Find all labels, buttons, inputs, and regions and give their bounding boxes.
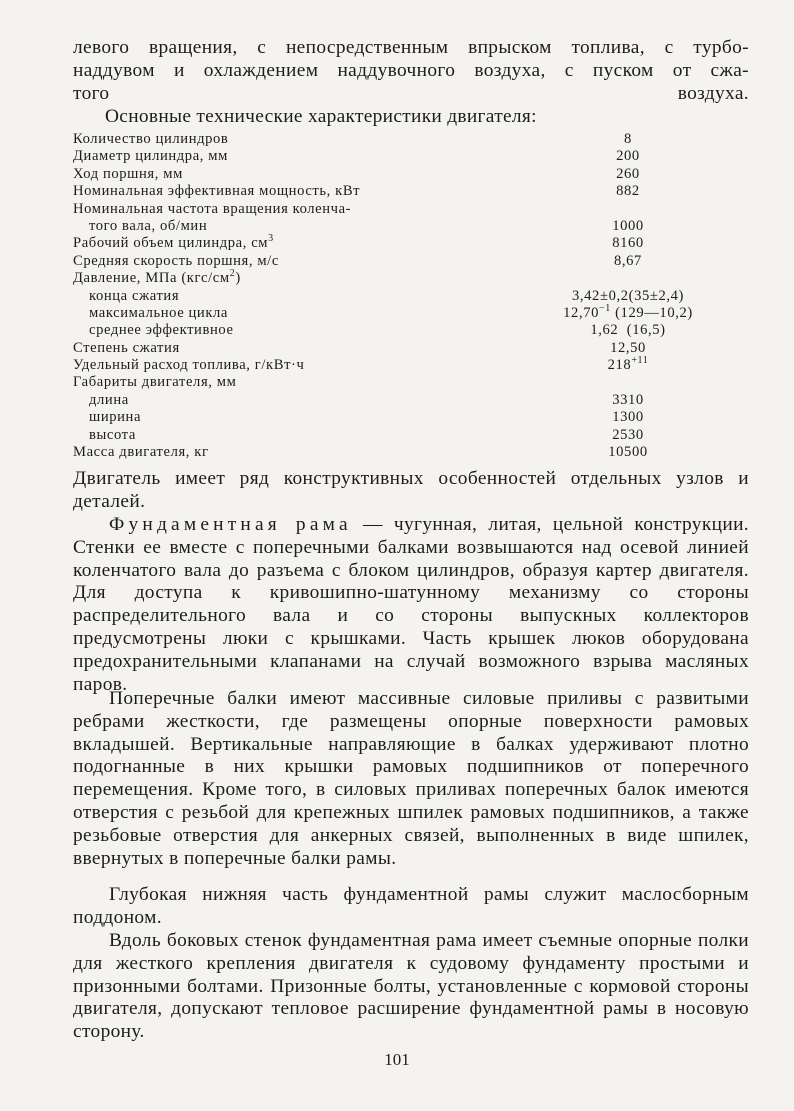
spec-label: среднее эффективное bbox=[89, 322, 234, 339]
spec-row bbox=[73, 148, 723, 165]
spec-value: 882 bbox=[616, 183, 640, 200]
spec-label: Номинальная эффективная мощность, кВт bbox=[73, 183, 361, 200]
spec-row bbox=[73, 288, 723, 305]
spec-label: конца сжатия bbox=[89, 287, 180, 304]
spec-row bbox=[73, 131, 723, 148]
spec-row bbox=[73, 322, 723, 339]
spec-row bbox=[73, 444, 723, 461]
intro-paragraph: левого вращения, с непосредственным впрыском топлива, с турбо- наддувом и охлаждением наддувочного воздуха, с пуском от сжа- того воздуха. bbox=[73, 37, 749, 104]
paragraph-5: Вдоль боковых стенок фундаментная рама имеет съемные опорные полки для жесткого крепления двигателя к судовому фундаменту простыми и призонными болтами. Призонные болты, установленные с кормовой стороны двигателя, допускают тепловое расширение фундаментной рамы в носовую сторону. bbox=[73, 930, 749, 1043]
paragraph-1: Двигатель имеет ряд конструктивных особенностей отдельных узлов и деталей. bbox=[73, 468, 749, 512]
spec-label: Ход поршня, мм bbox=[73, 165, 183, 182]
spec-value: 260 bbox=[616, 165, 640, 182]
spec-row bbox=[73, 183, 723, 200]
spec-value: 12,50 bbox=[610, 339, 646, 356]
spec-value: 8 bbox=[624, 131, 632, 147]
spec-label bbox=[73, 235, 274, 252]
spec-label-text: Давление, МПа (кгс/см bbox=[73, 270, 230, 287]
spec-value: 200 bbox=[616, 148, 640, 165]
spec-label: Диаметр цилиндра, мм bbox=[73, 148, 228, 165]
spec-label: Номинальная частота вращения коленча- bbox=[73, 200, 352, 217]
spec-label: Масса двигателя, кг bbox=[73, 444, 209, 461]
spec-value bbox=[513, 305, 743, 322]
superscript: 2 bbox=[229, 268, 236, 280]
spec-row bbox=[73, 305, 723, 322]
spec-label: максимальное цикла bbox=[89, 304, 228, 321]
spec-value: 1300 bbox=[612, 409, 644, 426]
spec-row bbox=[73, 392, 723, 409]
spec-row bbox=[73, 340, 723, 357]
specs-heading: Основные технические характеристики двигателя: bbox=[105, 106, 537, 127]
paragraph-4: Глубокая нижняя часть фундаментной рамы служит маслосборным поддоном. bbox=[73, 884, 749, 928]
paragraph-3: Поперечные балки имеют массивные силовые приливы с развитыми ребрами жесткости, где размещены опорные поверхности рамовых вкладышей. Вертикальные направляющие в балках удерживают плотно подогнанные в них крышки рамовых подшипников от поперечного перемещения. Кроме того, в силовых приливах поперечных балок имеются отверстия с резьбой для крепежных шпилек рамовых подшипников, а также резьбовые отверстия для анкерных связей, выполненных в виде шпилек, ввернутых в поперечные балки рамы. bbox=[73, 688, 749, 869]
spec-row bbox=[73, 201, 723, 218]
superscript: +11 bbox=[631, 355, 649, 367]
superscript: −1 bbox=[599, 303, 611, 315]
spec-row bbox=[73, 427, 723, 444]
spec-value: 3,42±0,2(35±2,4) bbox=[572, 287, 684, 304]
spec-value-text: 218 bbox=[607, 357, 632, 374]
spec-label: высота bbox=[89, 426, 136, 443]
term-emphasis: Фундаментная рама bbox=[109, 514, 352, 535]
spec-label: того вала, об/мин bbox=[89, 217, 208, 234]
spec-value: 1000 bbox=[612, 217, 644, 234]
page-number: 101 bbox=[384, 1050, 410, 1069]
spec-value-suffix: (129—10,2) bbox=[610, 304, 693, 321]
paragraph-2-text: — чугунная, литая, цельной конструкции. Стенки ее вместе с поперечными балками возвышаются над осевой линией коленчатого вала до разъема с блоком цилиндров, образуя картер двигателя. Для доступа к кривошипно-шатунному механизму со стороны распределительного вала и со стороны выпускных коллекторов предусмотрены люки с крышками. Часть крышек люков оборудована предохранительными клапанами на случай возможного взрыва масляных паров. bbox=[73, 514, 749, 695]
spec-row bbox=[73, 166, 723, 183]
spec-row bbox=[73, 253, 723, 270]
spec-value bbox=[513, 357, 743, 374]
spec-row bbox=[73, 270, 723, 287]
spec-label: длина bbox=[89, 391, 129, 408]
spec-label: Габариты двигателя, мм bbox=[73, 374, 237, 391]
spec-row bbox=[73, 357, 723, 374]
spec-label: Удельный расход топлива, г/кВт·ч bbox=[73, 357, 305, 374]
specs-table bbox=[73, 131, 723, 461]
spec-label-text: Рабочий объем цилиндра, см bbox=[73, 235, 269, 252]
paragraph-2 bbox=[73, 514, 749, 696]
spec-value: 10500 bbox=[608, 444, 648, 461]
spec-row bbox=[73, 235, 723, 252]
spec-row bbox=[73, 409, 723, 426]
spec-label: ширина bbox=[89, 409, 142, 426]
spec-label-suffix: ) bbox=[235, 270, 241, 287]
superscript: 3 bbox=[268, 233, 274, 245]
spec-label: Количество цилиндров bbox=[73, 131, 229, 147]
spec-value: 1,62 (16,5) bbox=[590, 322, 666, 339]
spec-value: 2530 bbox=[612, 426, 644, 443]
spec-value: 3310 bbox=[612, 391, 644, 408]
spec-row bbox=[73, 218, 723, 235]
spec-label bbox=[73, 270, 241, 287]
spec-label: Степень сжатия bbox=[73, 339, 180, 356]
spec-row bbox=[73, 374, 723, 391]
spec-value: 8160 bbox=[612, 235, 644, 252]
spec-value: 8,67 bbox=[614, 252, 642, 269]
spec-value-text: 12,70 bbox=[563, 304, 599, 321]
spec-label: Средняя скорость поршня, м/с bbox=[73, 252, 279, 269]
